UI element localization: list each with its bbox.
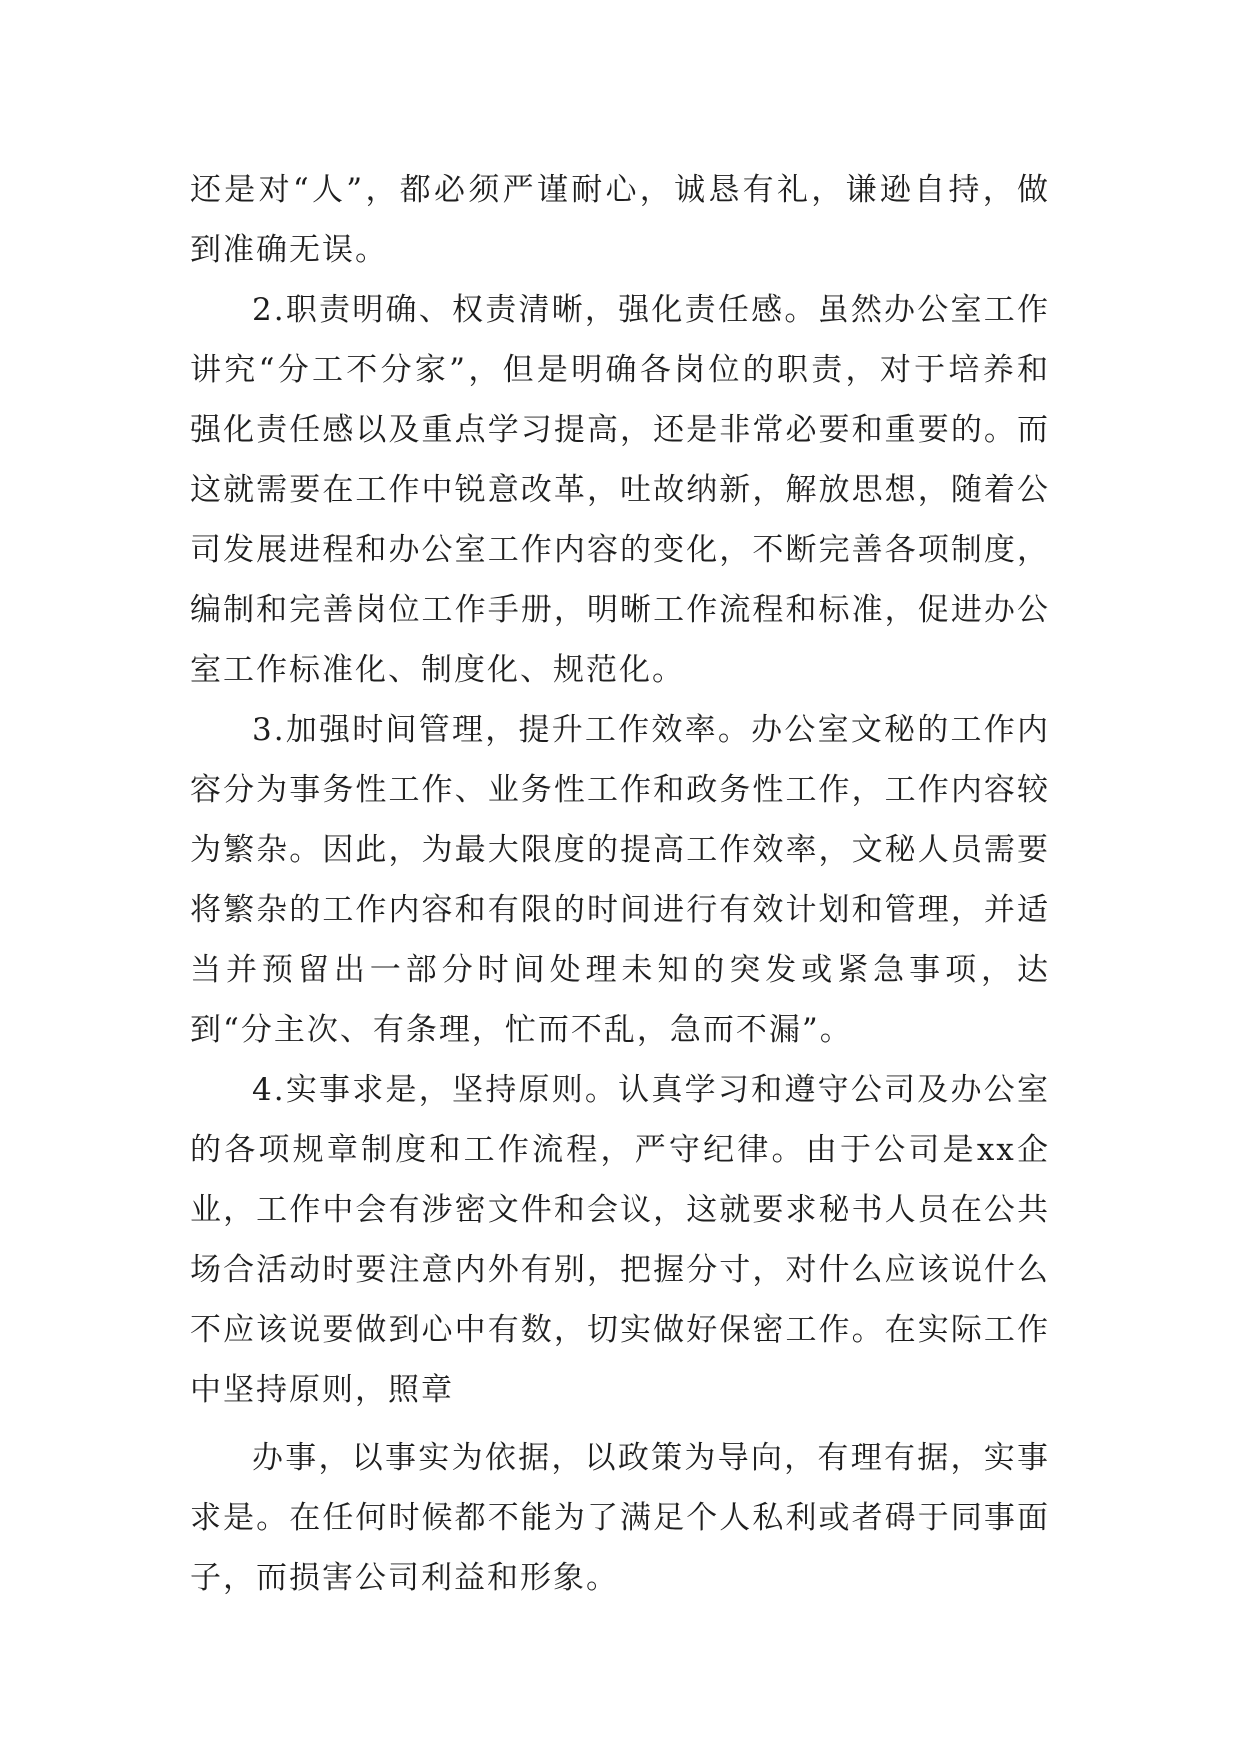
paragraph-4: 4.实事求是，坚持原则。认真学习和遵守公司及办公室的各项规章制度和工作流程，严守纪律。由于公司是xx企业，工作中会有涉密文件和会议，这就要求秘书人员在公共场合活动时要注意内外有别，把握分寸，对什么应该说什么不应该说要做到心中有数，切实做好保密工作。在实际工作中坚持原则，照章 xyxy=(190,1072,1050,1408)
paragraph-3: 3.加强时间管理，提升工作效率。办公室文秘的工作内容分为事务性工作、业务性工作和政务性工作，工作内容较为繁杂。因此，为最大限度的提高工作效率，文秘人员需要将繁杂的工作内容和有限的时间进行有效计划和管理，并适当并预留出一部分时间处理未知的突发或紧急事项，达到“分主次、有条理，忙而不乱，急而不漏”。 xyxy=(190,712,1050,1048)
paragraph-1: 还是对“人”，都必须严谨耐心，诚恳有礼，谦逊自持，做到准确无误。 xyxy=(190,172,1050,268)
paragraph-2: 2.职责明确、权责清晰，强化责任感。虽然办公室工作讲究“分工不分家”，但是明确各岗位的职责，对于培养和强化责任感以及重点学习提高，还是非常必要和重要的。而这就需要在工作中锐意改革，吐故纳新，解放思想，随着公司发展进程和办公室工作内容的变化，不断完善各项制度，编制和完善岗位工作手册，明晰工作流程和标准，促进办公室工作标准化、制度化、规范化。 xyxy=(190,292,1050,688)
paragraph-gap xyxy=(190,1420,1050,1428)
paragraph-5: 办事，以事实为依据，以政策为导向，有理有据，实事求是。在任何时候都不能为了满足个人私利或者碍于同事面子，而损害公司利益和形象。 xyxy=(190,1440,1050,1596)
document-body xyxy=(190,160,1050,1608)
